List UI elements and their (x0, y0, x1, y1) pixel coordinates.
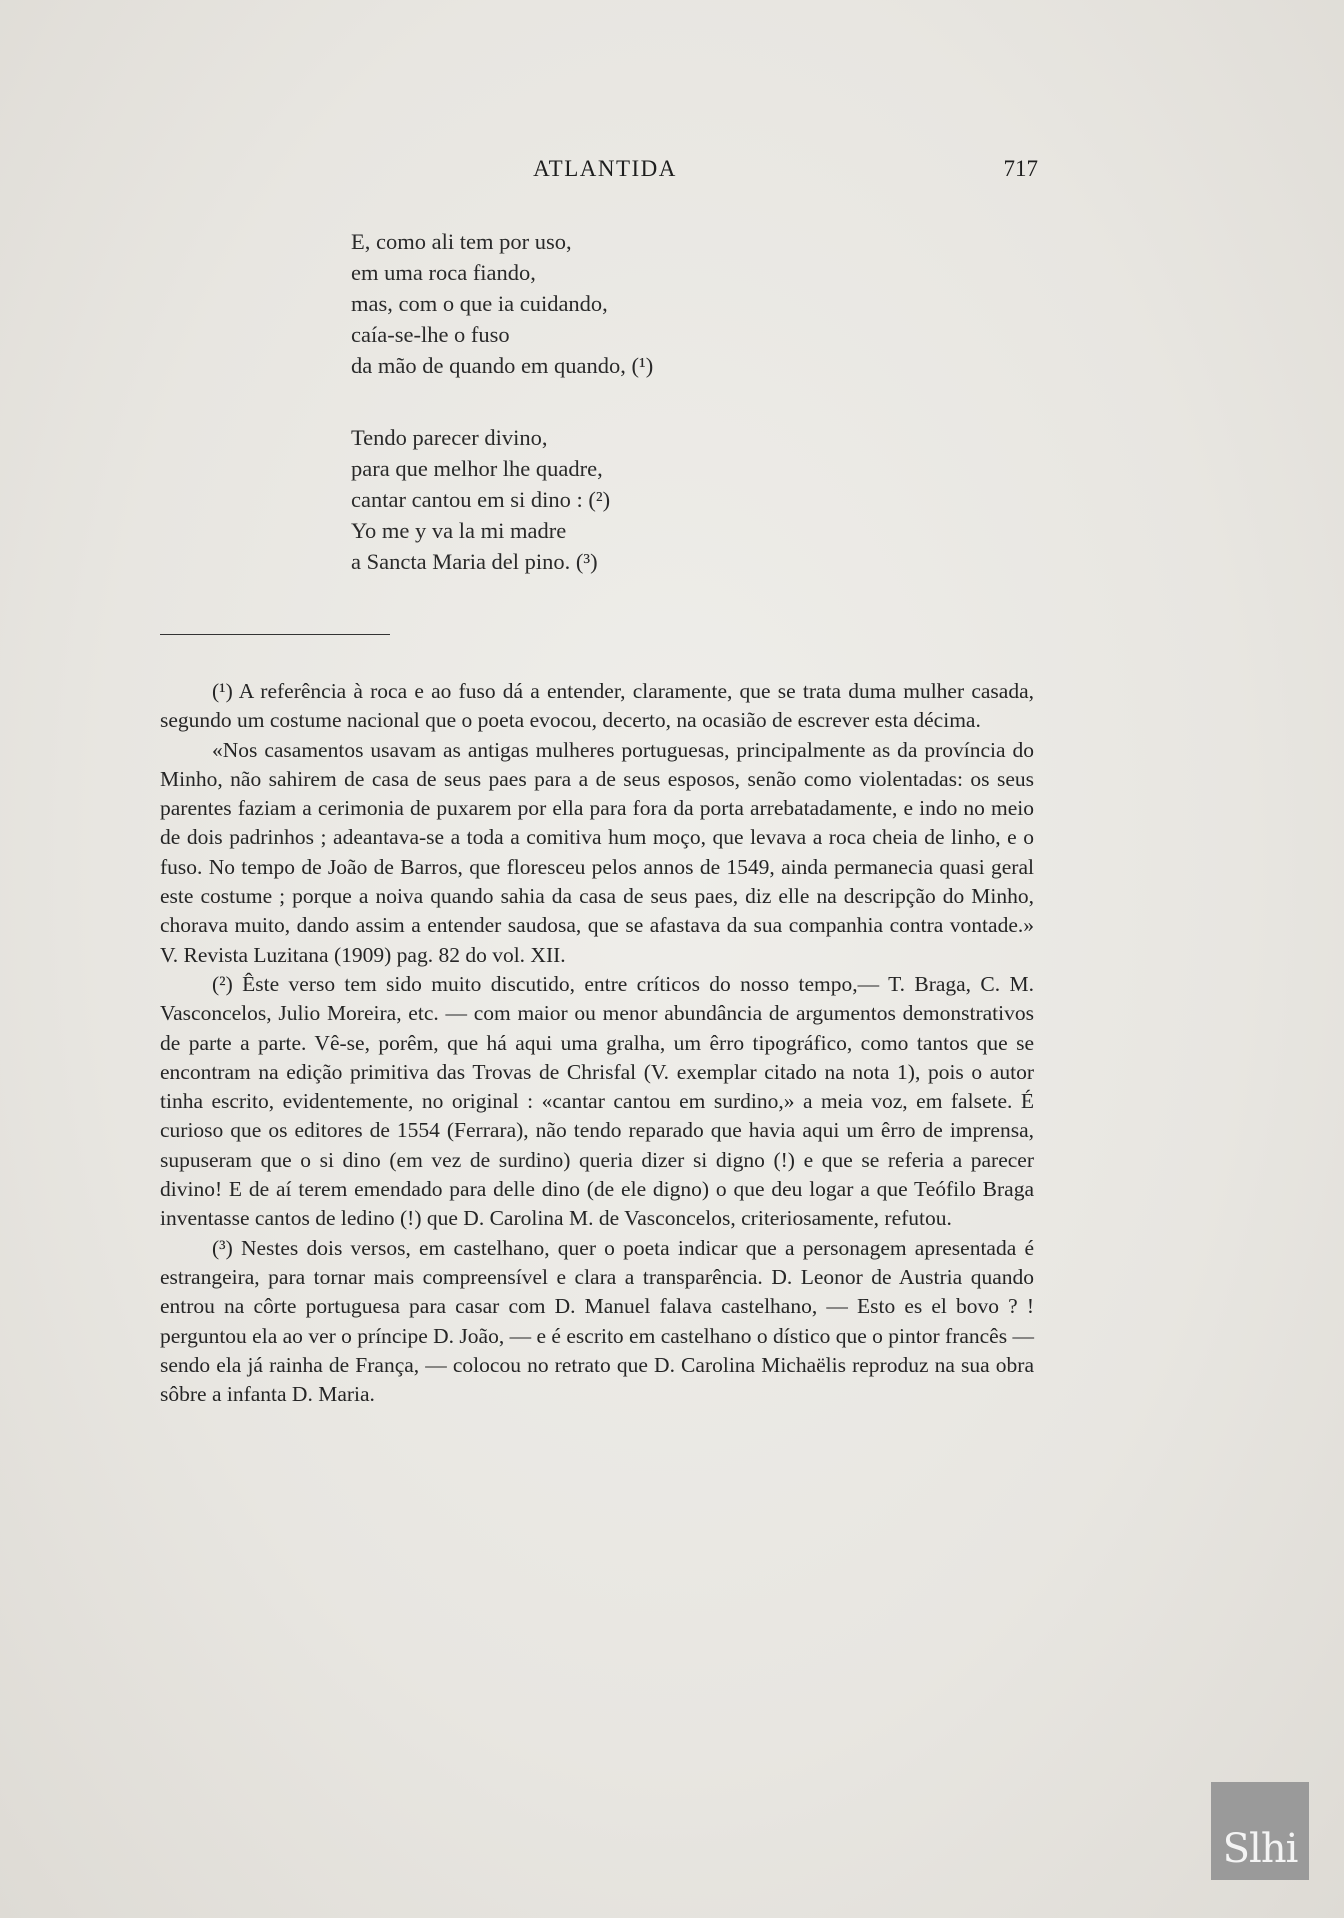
verse-line: da mão de quando em quando, (¹) (351, 353, 654, 378)
verse-line: Tendo parecer divino, (351, 425, 548, 450)
footnote-1: (¹) A referência à roca e ao fuso dá a entender, claramente, que se trata duma mulher casada, segundo um costume nacional que o poeta evocou, decerto, na ocasião de escrever esta décima. (160, 679, 1034, 733)
verse-stanza-2 (351, 422, 610, 577)
footnote-3: (³) Nestes dois versos, em castelhano, quer o poeta indicar que a personagem apresentada é estrangeira, para tornar mais compreensível e clara a transparência. D. Leonor de Austria quando entrou na côrte portuguesa para casar com D. Manuel falava castelhano, — Esto es el bovo ? ! perguntou ela ao ver o príncipe D. João, — e é escrito em castelhano o dístico que o pintor francês — sendo ela já rainha de França, — colocou no retrato que D. Carolina Michaëlis reproduz na sua obra sôbre a infanta D. Maria. (160, 1235, 1034, 1407)
verse-line: em uma roca fiando, (351, 260, 536, 285)
verse-line: a Sancta Maria del pino. (³) (351, 549, 598, 574)
footnote-1-quotation: «Nos casamentos usavam as antigas mulheres portuguesas, principalmente as da província do Minho, não sahirem de casa de seus paes para a de seus esposos, senão como violentadas: os seus parentes faziam a cerimonia de puxarem por ella para fora da porta arrebatadamente, e indo no meio de dois padrinhos ; adeantava-se a toda a comitiva hum moço, que levava a roca cheia de linho, e o fuso. No tempo de João de Barros, que floresceu pelos annos de 1549, ainda permanecia quasi geral este costume ; porque a noiva quando sahia da casa de seus paes, diz elle na descripção do Minho, chorava muito, dando assim a entender saudosa, que se afastava da sua companhia contra vontade.» V. Revista Luzitana (1909) pag. 82 do vol. XII. (160, 737, 1034, 967)
slhi-logo: Slhi (1211, 1782, 1309, 1880)
verse-line: cantar cantou em si dino : (²) (351, 487, 611, 512)
verse-line: mas, com o que ia cuidando, (351, 291, 608, 316)
verse-line: para que melhor lhe quadre, (351, 456, 603, 481)
footnotes (160, 677, 1034, 1409)
verse-line: E, como ali tem por uso, (351, 229, 572, 254)
page-number: 717 (1003, 156, 1038, 181)
verse-line: Yo me y va la mi madre (351, 518, 567, 543)
verse-line: caía-se-lhe o fuso (351, 322, 510, 347)
footnote-2: (²) Êste verso tem sido muito discutido, entre críticos do nosso tempo,— T. Braga, C. M. Vasconcelos, Julio Moreira, etc. — com maior ou menor abundância de argumentos demonstrativos de parte a parte. Vê-se, porêm, que há aqui uma gralha, um êrro tipográfico, como tantos que se encontram na edição primitiva das Trovas de Chrisfal (V. exemplar citado na nota 1), pois o autor tinha escrito, evidentemente, no original : «cantar cantou em surdino,» a meia voz, em falsete. É curioso que os editores de 1554 (Ferrara), não tendo reparado que havia aqui um êrro de imprensa, supuseram que o si dino (em vez de surdino) queria dizer si digno (!) e que se referia a parecer divino! E de aí terem emendado para delle dino (de ele digno) o que deu logar a que Teófilo Braga inventasse cantos de ledino (!) que D. Carolina M. de Vasconcelos, criteriosamente, refutou. (160, 971, 1034, 1231)
running-title: ATLANTIDA (533, 156, 677, 181)
page-header (160, 156, 1050, 192)
verse-stanza-1 (351, 226, 653, 381)
footnote-divider (160, 634, 390, 635)
